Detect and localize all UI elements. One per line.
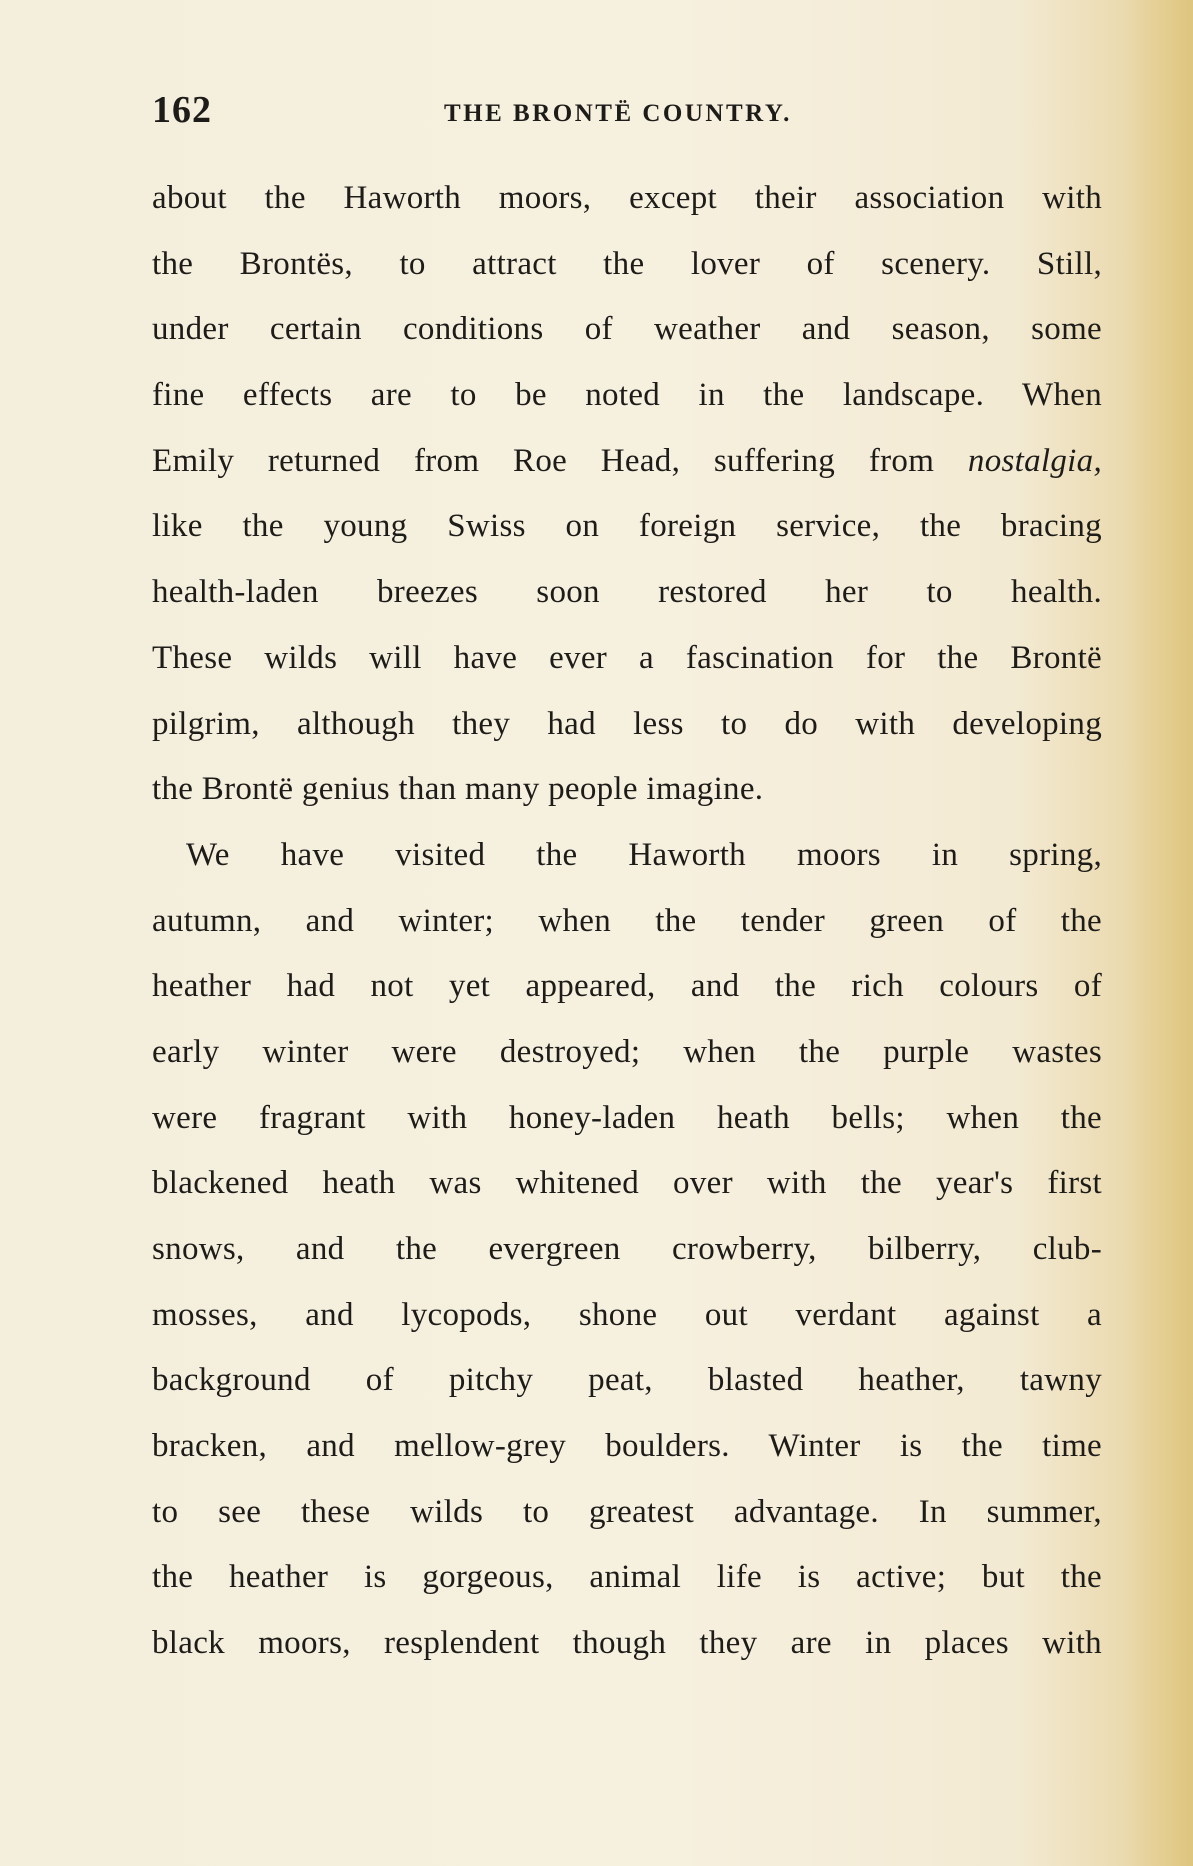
- italic-word: nostalgia,: [967, 442, 1102, 479]
- text-line: health-laden breezes soon restored her to health.: [152, 574, 1102, 611]
- text-line: fine effects are to be noted in the landscape. When: [152, 377, 1102, 414]
- text-line: under certain conditions of weather and season, some: [152, 311, 1102, 348]
- page-header: [152, 88, 1112, 138]
- text-line: These wilds will have ever a fascination for the Brontë: [152, 639, 1102, 676]
- text-line: autumn, and winter; when the tender green of the: [152, 902, 1102, 939]
- text-line: were fragrant with honey-laden heath bells; when the: [152, 1099, 1102, 1136]
- text-line: to see these wilds to greatest advantage. In summer,: [152, 1493, 1102, 1530]
- paragraph-end-line: the Brontë genius than many people imagine.: [152, 771, 764, 808]
- text-line: about the Haworth moors, except their association with: [152, 180, 1102, 216]
- text-line: bracken, and mellow-grey boulders. Winter is the time: [152, 1428, 1102, 1465]
- text-line: pilgrim, although they had less to do with developing: [152, 705, 1102, 742]
- text-line: blackened heath was whitened over with the year's first: [152, 1165, 1102, 1202]
- text-line: background of pitchy peat, blasted heather, tawny: [152, 1362, 1102, 1399]
- page-number: 162: [152, 89, 212, 131]
- running-title: THE BRONTË COUNTRY.: [444, 100, 792, 127]
- body-text: [152, 166, 1102, 1677]
- text-line-with-italic: [152, 429, 1102, 495]
- text-line: heather had not yet appeared, and the rich colours of: [152, 968, 1102, 1005]
- text-line: early winter were destroyed; when the purple wastes: [152, 1033, 1102, 1070]
- text-line: the Brontës, to attract the lover of scenery. Still,: [152, 245, 1102, 282]
- text-line-segment: Emily returned from Roe Head, suffering from: [152, 442, 968, 479]
- page-edge-shading: [1123, 0, 1193, 1866]
- text-line: black moors, resplendent though they are in places with: [152, 1625, 1102, 1662]
- text-line: the heather is gorgeous, animal life is active; but the: [152, 1559, 1102, 1596]
- text-line: snows, and the evergreen crowberry, bilberry, club-: [152, 1231, 1102, 1267]
- text-line: mosses, and lycopods, shone out verdant against a: [152, 1296, 1102, 1333]
- paragraph-start-line: We have visited the Haworth moors in spring,: [186, 836, 1102, 873]
- text-line: like the young Swiss on foreign service, the bracing: [152, 508, 1102, 545]
